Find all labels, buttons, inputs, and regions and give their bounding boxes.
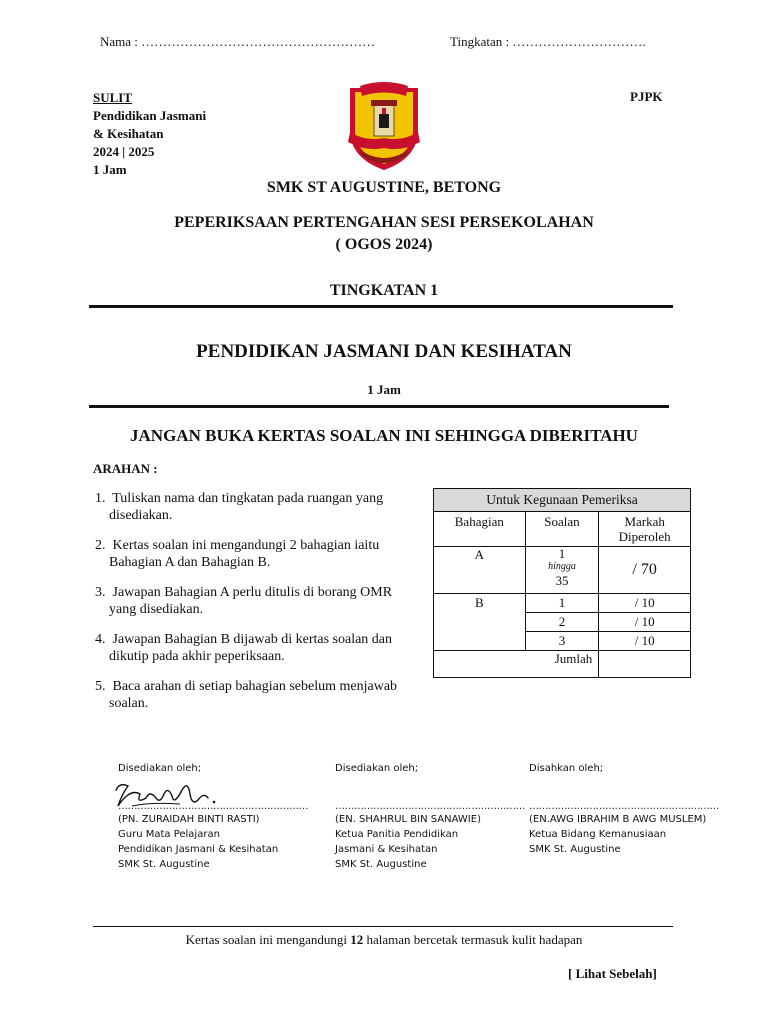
item-number: 4. xyxy=(95,632,106,647)
column-header: Bahagian xyxy=(434,512,526,547)
mark-cell[interactable]: / 10 xyxy=(599,632,691,651)
signatory-role: Ketua Panitia Pendidikan xyxy=(335,829,459,840)
school-crest-icon xyxy=(346,80,422,172)
classification-label: SULIT xyxy=(93,90,133,105)
item-number: 2. xyxy=(95,538,106,553)
instructions-heading: ARAHAN : xyxy=(93,461,158,476)
next-page-note: [ Lihat Sebelah] xyxy=(568,966,657,981)
section-label: B xyxy=(434,594,526,651)
paper-year: 2024 | 2025 xyxy=(93,144,155,159)
signature-label: Disediakan oleh; xyxy=(118,763,202,774)
tingkatan-label: Tingkatan : xyxy=(450,34,510,49)
table-caption: Untuk Kegunaan Pemeriksa xyxy=(434,489,691,512)
table-header-row xyxy=(434,512,691,547)
table-row xyxy=(434,651,691,678)
list-item xyxy=(95,585,415,618)
question-number: 2 xyxy=(525,613,599,632)
signature-line: …………………………………………………… xyxy=(118,801,308,812)
total-label: Jumlah xyxy=(434,651,599,678)
table-row xyxy=(434,547,691,594)
signature-line: …………………………………………………… xyxy=(335,801,525,812)
mark-cell[interactable]: / 10 xyxy=(599,594,691,613)
section-label: A xyxy=(434,547,526,594)
page-count-suffix: halaman bercetak termasuk kulit hadapan xyxy=(363,932,583,947)
mark-cell[interactable]: / 70 xyxy=(599,547,691,594)
signatory-role: Pendidikan Jasmani & Kesihatan xyxy=(118,844,279,855)
signature-block-preparer xyxy=(118,761,318,872)
signature-label: Disahkan oleh; xyxy=(529,763,604,774)
question-number: 1 xyxy=(525,594,599,613)
form-level: TINGKATAN 1 xyxy=(329,282,439,299)
exam-title: PEPERIKSAAN PERTENGAHAN SESI PERSEKOLAHAN xyxy=(174,214,594,231)
item-text: Kertas soalan ini mengandungi 2 bahagian iaitu Bahagian A dan Bahagian B. xyxy=(109,538,380,570)
tingkatan-field xyxy=(450,34,646,50)
signatory-school: SMK St. Augustine xyxy=(118,859,210,870)
column-header: Markah Diperoleh xyxy=(599,512,691,547)
nama-dots: ……………………………………………… xyxy=(141,34,376,49)
question-range xyxy=(525,547,599,594)
divider xyxy=(89,405,669,408)
nama-field xyxy=(100,34,375,50)
nama-label: Nama : xyxy=(100,34,138,49)
signatory-name: (PN. ZURAIDAH BINTI RASTI) xyxy=(118,814,260,825)
list-item xyxy=(95,632,415,665)
paper-code: PJPK xyxy=(630,89,663,104)
mark-cell[interactable]: / 10 xyxy=(599,613,691,632)
tingkatan-dots: …………………………. xyxy=(512,34,646,49)
column-header: Soalan xyxy=(525,512,599,547)
item-number: 1. xyxy=(95,491,106,506)
signatory-role: Ketua Bidang Kemanusiaan xyxy=(529,829,667,840)
signature-line: …………………………………………………… xyxy=(529,801,719,812)
paper-info xyxy=(93,89,206,179)
paper-duration: 1 Jam xyxy=(93,162,127,177)
item-number: 5. xyxy=(95,679,106,694)
paper-subject-line2: & Kesihatan xyxy=(93,126,164,141)
school-name: SMK ST AUGUSTINE, BETONG xyxy=(266,179,502,196)
item-text: Jawapan Bahagian A perlu ditulis di borang OMR yang disediakan. xyxy=(109,585,393,617)
exam-duration: 1 Jam xyxy=(367,382,401,397)
list-item xyxy=(95,538,415,571)
question-number: 3 xyxy=(525,632,599,651)
list-item xyxy=(95,491,415,524)
subject-title: PENDIDIKAN JASMANI DAN KESIHATAN xyxy=(196,341,572,362)
signature-block-panel-head xyxy=(335,761,535,872)
item-text: Jawapan Bahagian B dijawab di kertas soalan dan dikutip pada akhir peperiksaan. xyxy=(109,632,393,664)
page-count: 12 xyxy=(350,932,364,947)
signatory-name: (EN.AWG IBRAHIM B AWG MUSLEM) xyxy=(529,814,707,825)
page-count-note xyxy=(0,932,768,948)
signatory-school: SMK St. Augustine xyxy=(335,859,427,870)
examiner-marks-table xyxy=(433,488,691,678)
range-to: 35 xyxy=(555,573,569,588)
item-text: Baca arahan di setiap bahagian sebelum menjawab soalan. xyxy=(109,679,398,711)
divider xyxy=(89,305,673,308)
page-count-prefix: Kertas soalan ini mengandungi xyxy=(185,932,351,947)
signatory-role: Jasmani & Kesihatan xyxy=(335,844,438,855)
range-hingga: hingga xyxy=(548,561,576,572)
total-mark-cell[interactable] xyxy=(599,651,691,678)
signatory-school: SMK St. Augustine xyxy=(529,844,621,855)
signatory-role: Guru Mata Pelajaran xyxy=(118,829,220,840)
table-row xyxy=(434,594,691,613)
instructions-list xyxy=(95,491,415,726)
signatory-name: (EN. SHAHRUL BIN SANAWIE) xyxy=(335,814,481,825)
range-from: 1 xyxy=(558,546,566,561)
footer-divider xyxy=(93,926,673,927)
exam-date: ( OGOS 2024) xyxy=(335,236,433,253)
paper-subject-line1: Pendidikan Jasmani xyxy=(93,108,207,123)
signature-block-approver xyxy=(529,761,739,857)
item-text: Tuliskan nama dan tingkatan pada ruangan yang disediakan. xyxy=(109,491,384,523)
signature-label: Disediakan oleh; xyxy=(335,763,419,774)
list-item xyxy=(95,679,415,712)
item-number: 3. xyxy=(95,585,106,600)
warning-notice: JANGAN BUKA KERTAS SOALAN INI SEHINGGA DIBERITAHU xyxy=(130,426,638,445)
